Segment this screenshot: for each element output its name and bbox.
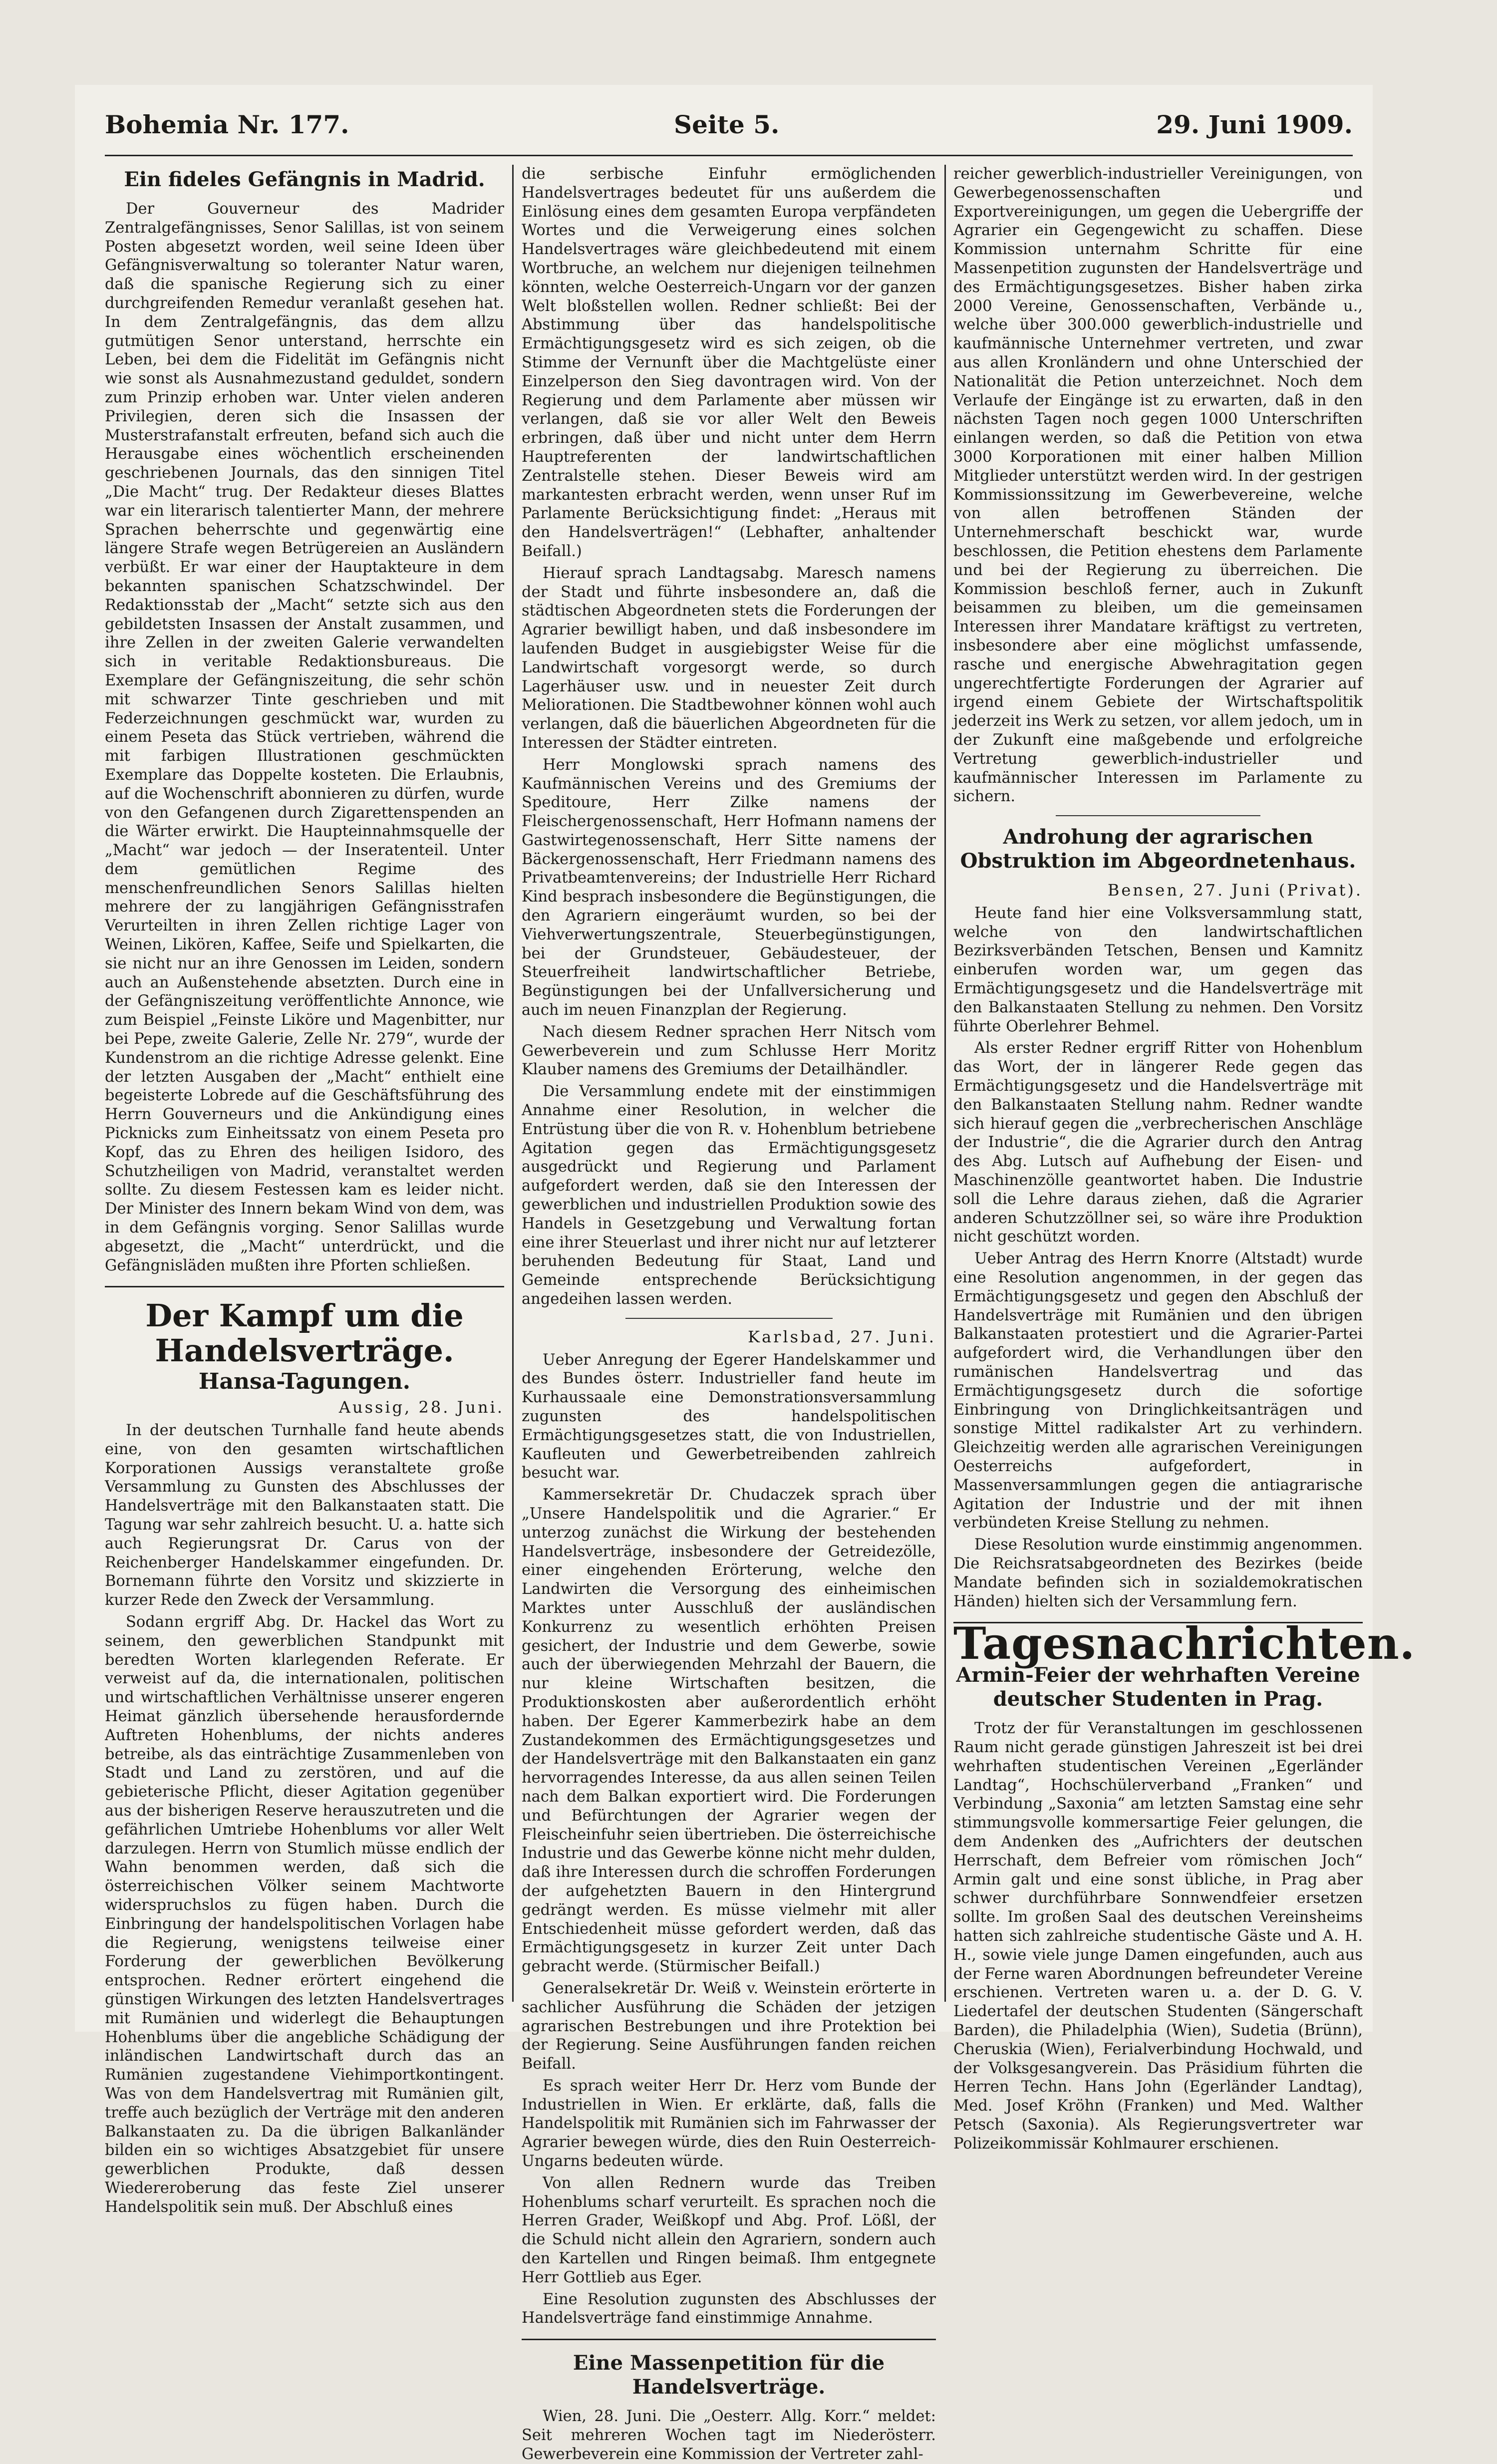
paragraph: Heute fand hier eine Volksversammlung statt, welche von den landwirtschaftlichen Bezirksverbänden Tetschen, Bensen und Kamnitz einberufen worden war, um gegen das Ermächtigungsgesetz und die Handelsverträge mit den Balkanstaaten Stellung zu nehmen. Den Vorsitz führte Oberlehrer Behmel.: [953, 904, 1363, 1035]
section-title-handelsvertraege: Der Kampf um die Handelsverträge.: [145, 1297, 464, 1369]
newspaper-page: [75, 85, 1416, 2463]
subheading-hansa: Hansa-Tagungen.: [198, 1369, 411, 1395]
paragraph: reicher gewerblich-industrieller Vereinigungen, von Gewerbegenossenschaften und Exportvereinigungen, um gegen die Uebergriffe der Agrarier ein Gegengewicht zu schaffen. Diese Kommission unternahm Schritte für eine Massenpetition zugunsten der Handelsverträge und des Ermächtigungsgesetzes. Bisher haben zirka 2000 Vereine, Genossenschaften, Verbände u., welche über 300.000 gewerblich-industrielle und kaufmännische Unternehmer vertreten, und zwar aus allen Kronländern und ohne Unterschied der Nationalität die Petion unterzeichnet. Noch dem Verlaufe der Eingänge ist zu erwarten, daß in den nächsten Tagen noch gegen 1000 Unterschriften einlangen werden, so daß die Petition von etwa 3000 Korporationen mit einer halben Million Mitglieder unterstützt werden wird. In der gestrigen Kommissionssitzung im Gewerbevereine, welche von allen betroffenen Ständen der Unternehmerschaft beschickt war, wurde beschlossen, die Petition ehestens dem Parlamente und bei der Regierung zu überreichen. Die Kommission beschloß ferner, auch in Zukunft beisammen zu bleiben, um die gemeinsamen Interessen ihrer Mandatare kräftigst zu vertreten, insbesondere aber eine möglichst umfassende, rasche und energische Abwehragitation gegen ungerechtfertigte Forderungen der Agrarier auf irgend einem Gebiete der Wirtschaftspolitik jederzeit ins Werk zu setzen, vor allem jedoch, um in der Zukunft eine maßgebende und erfolgreiche Vertretung gewerblich-industrieller und kaufmännischer Interessen im Parlamente zu sichern.: [953, 165, 1363, 806]
page-number: Seite 5.: [674, 110, 780, 139]
article-aussig-p2: Sodann ergriff Abg. Dr. Hackel das Wort zu seinem, den gewerblichen Standpunkt mit beredten Worten klarlegenden Referate. Er verweist auf da, die internationalen, politischen und wirtschaftlichen Verhältnisse unserer engeren Heimat gänzlich übersehende herausfordernde Auftreten Hohenblums, der nichts anderes betreibe, als das einträchtige Zusammenleben von Stadt und Land zu zerstören, und auf die gebieterische Pflicht, dieser Agitation gegenüber aus der bisherigen Reserve herauszutreten und die gefährlichen Umtriebe Hohenblums vor aller Welt darzulegen. Herrn von Stumlich müsse endlich der Wahn benommen werden, daß sich die österreichischen Völker seinem Machtworte widerspruchslos zu fügen haben. Durch die Einbringung der handelspolitischen Vorlagen habe die Regierung, wenigstens teilweise einer Forderung der gewerblichen Bevölkerung entsprochen. Redner erörtert eingehend die günstigen Wirkungen des letzten Handelsvertrages mit Rumänien und widerlegt die Behauptungen Hohenblums über die angebliche Schädigung der inländischen Landwirtschaft durch das an Rumänien zugestandene Viehimportkontingent. Was von dem Handelsvertrag mit Rumänien gilt, treffe auch bezüglich der Verträge mit den anderen Balkanstaaten zu. Da die übrigen Balkanländer bilden ein so wichtiges Absatzgebiet für unsere gewerblichen Produkte, daß dessen Wiedereroberung das feste Ziel unserer Handelspolitik sein muß. Der Abschluß eines: [105, 1613, 504, 2216]
paragraph: Von allen Rednern wurde das Treiben Hohenblums scharf verurteilt. Es sprachen noch die Herren Grader, Weißkopf und Abg. Prof. Lößl, der die Schuld nicht allein den Agrariern, sondern auch den Kartellen und Ringen beimaß. Ihm entgegnete Herr Gottlieb aus Eger.: [522, 2174, 936, 2286]
paragraph: Kammersekretär Dr. Chudaczek sprach über „Unsere Handelspolitik und die Agrarier.“ Er unterzog zunächst die Wirkung der bestehenden Handelsverträge, insbesondere der Getreidezölle, einer eingehenden Erörterung, welche den Landwirten die Versorgung des einheimischen Marktes unter Ausschluß der ausländischen Konkurrenz zu wesentlich erhöhten Preisen gesichert, der Industrie und dem Gewerbe, sowie auch der überwiegenden Mehrzahl der Bauern, die nur kleine Wirtschaften besitzen, die Produktionskosten aber außerordentlich erhöht haben. Der Egerer Kammerbezirk habe an dem Zustandekommen des Ermächtigungsgesetzes und der Handelsverträge mit den Balkanstaaten ein ganz hervorragendes Interesse, da aus allen seinen Teilen nach dem Balkan exportiert wird. Die Forderungen und Befürchtungen der Agrarier wegen der Fleischeinfuhr seien übertrieben. Die österreichische Industrie und das Gewerbe könne nicht mehr dulden, daß ihre Interessen durch die schroffen Forderungen der aufgehetzten Bauern in den Hintergrund gedrängt werden. Es müsse vielmehr mit aller Entschiedenheit müsse gefordert werden, daß das Ermächtigungsgesetz in kurzer Zeit unter Dach gebracht werde. (Stürmischer Beifall.): [522, 1486, 936, 1976]
paper-issue: Bohemia Nr. 177.: [105, 110, 349, 139]
paragraph: Herr Monglowski sprach namens des Kaufmännischen Vereins und des Gremiums der Speditoure, Herr Zilke namens der Fleischergenossenschaft, Herr Hofmann namens der Gastwirtegenossenschaft, Herr Sitte namens der Bäckergenossenschaft, Herr Friedmann namens des Privatbeamtenvereins; der Industrielle Herr Richard Kind besprach insbesondere die Begünstigungen, die den Agrariern eingeräumt wurden, so bei der Viehverwertungszentrale, Steuerbegünstigungen, bei der Grundsteuer, Gebäudesteuer, der Steuerfreiheit landwirtschaftlicher Betriebe, Begünstigungen bei der Unfallversicherung und auch im neuen Finanzplan der Regierung.: [522, 756, 936, 1019]
paragraph: Trotz der für Veranstaltungen im geschlossenen Raum nicht gerade günstigen Jahreszeit ist bei drei wehrhaften studentischen Vereinen „Egerländer Landtag“, Hochschülerverband „Franken“ und Verbindung „Saxonia“ am letzten Samstag eine sehr stimmungsvolle kommersartige Feier gelungen, die dem Andenken des „Aufrichters der deutschen Herrschaft, dem Befreier vom römischen Joch“ Armin galt und eine sonst übliche, in Prag aber schwer durchführbare Sonnwendfeier ersetzen sollte. Im großen Saal des deutschen Vereinsheims hatten sich zahlreiche studentische Gäste und A. H. H., sowie viele junge Damen eingefunden, auch aus der Ferne waren Abordnungen befreundeter Vereine erschienen. Vertreten waren u. a. der D. G. V. Liedertafel der deutschen Studenten (Sängerschaft Barden), die Philadelphia (Wien), Sudetia (Brünn), Cheruskia (Wien), Ferialverbindung Hochwald, und der Volksgesangverein. Das Präsidium führten die Herren Techn. Hans John (Egerländer Landtag), Med. Josef Kröhn (Franken) und Med. Walther Petsch (Saxonia). Als Regierungsvertreter war Polizeikommissär Kohlmaurer erschienen.: [953, 1720, 1363, 2153]
column-rule: [944, 165, 946, 2002]
headline-obstruktion: Androhung der agrarischen Obstruktion im Abgeordnetenhaus.: [960, 825, 1356, 873]
paragraph: Es sprach weiter Herr Dr. Herz vom Bunde der Industriellen in Wien. Er erklärte, daß, falls die Handelspolitik mit Rumänien sich im Fahrwasser der Agrarier bewegen würde, dies den Ruin Oesterreich-Ungarns bedeuten würde.: [522, 2077, 936, 2170]
issue-date: 29. Juni 1909.: [1156, 110, 1353, 139]
dateline-bensen: Bensen, 27. Juni (Privat).: [1107, 881, 1363, 900]
dateline-aussig: Aussig, 28. Juni.: [338, 1398, 504, 1417]
paragraph: Generalsekretär Dr. Weiß v. Weinstein erörterte in sachlicher Ausführung die Schäden der jetzigen agrarischen Bestrebungen und ihre Protektion bei der Regierung. Seine Ausführungen fanden reichen Beifall.: [522, 1979, 936, 2073]
column-3: [953, 165, 1416, 2153]
paragraph: Nach diesem Redner sprachen Herr Nitsch vom Gewerbeverein und zum Schlusse Herr Moritz Klauber namens des Gremiums der Detailhändler.: [522, 1023, 936, 1079]
paragraph: Als erster Redner ergriff Ritter von Hohenblum das Wort, der in längerer Rede gegen das Ermächtigungsgesetz und die Handelsverträge mit den Balkanstaaten Stellung nahm. Redner wandte sich hierauf gegen die „verbrecherischen Anschläge der Industrie“, die die Agrarier durch den Antrag des Abg. Lutsch auf Aufhebung der Eisen- und Maschinenzölle geantwortet haben. Die Industrie soll die Lehre daraus ziehen, daß die Agrarier anderen Schutzzöllner sei, so wäre ihre Produktion nicht geschützt worden.: [953, 1039, 1363, 1246]
paragraph: Ueber Antrag des Herrn Knorre (Altstadt) wurde eine Resolution angenommen, in der gegen das Ermächtigungsgesetz und gegen den Abschluß der Handelsverträge mit Rumänien und den übrigen Balkanstaaten protestiert und die Agrarier-Partei aufgefordert wird, die Verhandlungen über den rumänischen Handelsvertrag und das Ermächtigungsgesetz durch die sofortige Einbringung von Dringlichkeitsanträgen und sonstige Mittel radikalster Art zu verhindern. Gleichzeitig werden alle agrarischen Vereinigungen Oesterreichs aufgefordert, in Massenversammlungen gegen die antiagrarische Agitation der Industrie und der mit ihnen verbündeten Kreise Stellung zu nehmen.: [953, 1250, 1363, 1532]
paragraph: Wien, 28. Juni. Die „Oesterr. Allg. Korr.“ meldet: Seit mehreren Wochen tagt im Niederösterr. Gewerbeverein eine Kommission der Vertreter zahl-: [522, 2408, 936, 2463]
divider: [1056, 815, 1260, 816]
section-title-tagesnachrichten: Tagesnachrichten.: [953, 1617, 1416, 1670]
headline-armin-feier: Armin-Feier der wehrhaften Vereine deutscher Studenten in Prag.: [956, 1663, 1360, 1711]
paragraph: Eine Resolution zugunsten des Abschlusses der Handelsverträge fand einstimmige Annahme.: [522, 2290, 936, 2327]
masthead: [105, 100, 1353, 156]
headline-massenpetition: Eine Massenpetition für die Handelsverträge.: [573, 2351, 885, 2399]
column-rule: [512, 165, 514, 2002]
divider: [105, 1286, 504, 1287]
divider: [625, 1318, 833, 1319]
column-1: [105, 165, 504, 2216]
divider: [522, 2339, 936, 2340]
article-madrid-text: Der Gouverneur des Madrider Zentralgefängnisses, Senor Salillas, ist von seinem Posten abgesetzt worden, weil seine Ideen über Gefängnisverwaltung so toleranter Natur waren, daß die spanische Regierung sich zu einer durchgreifenden Remedur veranlaßt gesehen hat. In dem Zentralgefängnis, das dem allzu gutmütigen Senor unterstand, herrschte ein Leben, bei dem die Fidelität im Gefängnis nicht wie sonst als Ausnahmezustand geduldet, sondern zum Prinzip erhoben war. Unter vielen anderen Privilegien, deren sich die Insassen der Musterstrafanstalt erfreuten, befand sich auch die Herausgabe eines wöchentlich erscheinenden geschriebenen Journals, das den sinnigen Titel „Die Macht“ trug. Der Redakteur dieses Blattes war ein literarisch talentierter Mann, der mehrere Sprachen beherrschte und gegenwärtig eine längere Strafe wegen Betrügereien an Ausländern verbüßt. Er war einer der Hauptakteure in dem bekannten spanischen Schatzschwindel. Der Redaktionsstab der „Macht“ setzte sich aus den gebildetsten Insassen der Anstalt zusammen, und ihre Zellen in der zweiten Galerie verwandelten sich in veritable Redaktionsbureaus. Die Exemplare der Gefängniszeitung, die sehr schön mit schwarzer Tinte geschrieben und mit Federzeichnungen geschmückt war, wurden zu einem Peseta das Stück vertrieben, während die mit farbigen Illustrationen geschmückten Exemplare das Doppelte kosteten. Die Erlaubnis, auf die Wochenschrift abonnieren zu dürfen, wurde von den Gefangenen durch Zigarettenspenden an die Wärter erwirkt. Die Haupteinnahmsquelle der „Macht“ war jedoch — der Inseratenteil. Unter dem gemütlichen Regime des menschenfreundlichen Senors Salillas hielten mehrere der zu langjährigen Gefängnisstrafen Verurteilten in ihren Zellen richtige Lager von Weinen, Likören, Kaffee, Seife und Spielkarten, die sie nicht nur an ihre Genossen im Leiden, sondern auch an Außenstehende absetzten. Durch eine in der Gefängniszeitung veröffentlichte Annonce, wie zum Beispiel „Feinste Liköre und Magenbitter, nur bei Pepe, zweite Galerie, Zelle Nr. 279“, wurde der Kundenstrom an die richtige Adresse gelenkt. Eine der letzten Ausgaben der „Macht“ enthielt eine begeisterte Lobrede auf die Geschäftsführung des Herrn Gouverneurs und die Ankündigung eines Picknicks zum Einheitssatz von einem Peseta pro Kopf, das zu Ehren des heiligen Isidoro, des Schutzheiligen von Madrid, veranstaltet werden sollte. Zu diesem Festessen kam es leider nicht. Der Minister des Innern bekam Wind von dem, was in dem Gefängnis vorging. Senor Salillas wurde abgesetzt, die „Macht“ unterdrückt, und die Gefängnisläden mußten ihre Pforten schließen.: [105, 200, 504, 1274]
headline-madrid: Ein fideles Gefängnis in Madrid.: [124, 168, 485, 191]
dateline-karlsbad: Karlsbad, 27. Juni.: [748, 1327, 936, 1346]
paragraph: Hierauf sprach Landtagsabg. Maresch namens der Stadt und führte insbesondere an, daß die städtischen Abgeordneten stets die Forderungen der Agrarier bewilligt haben, und daß insbesondere im laufenden Budget in ausgiebigster Weise für die Landwirtschaft vorgesorgt werde, so durch Lagerhäuser usw. und in neuester Zeit durch Meliorationen. Die Stadtbewohner können wohl auch verlangen, daß die bäuerlichen Abgeordneten für die Interessen der Städter eintreten.: [522, 564, 936, 752]
paragraph: Die Versammlung endete mit der einstimmigen Annahme einer Resolution, in welcher die Entrüstung über die von R. v. Hohenblum betriebene Agitation gegen das Ermächtigungsgesetz ausgedrückt und Regierung und Parlament aufgefordert werden, daß sie den Interessen der gewerblichen und industriellen Produktion sowie des Handels in Gesetzgebung und Verwaltung fortan eine ihrer Steuerlast und ihrer nicht nur auf letzterer beruhenden Bedeutung für Staat, Land und Gemeinde entsprechende Berücksichtigung angedeihen lassen werden.: [522, 1083, 936, 1308]
article-aussig-p1: In der deutschen Turnhalle fand heute abends eine, von den gesamten wirtschaftlichen Korporationen Aussigs veranstaltete große Versammlung zu Gunsten des Abschlusses der Handelsverträge mit den Balkanstaaten statt. Die Tagung war sehr zahlreich besucht. U. a. hatte sich auch Regierungsrat Dr. Carus von der Reichenberger Handelskammer eingefunden. Dr. Bornemann führte den Vorsitz und skizzierte in kurzer Rede den Zweck der Versammlung.: [105, 1422, 504, 1609]
paragraph: die serbische Einfuhr ermöglichenden Handelsvertrages bedeutet für uns außerdem die Einlösung eines dem gesamten Europa verpfändeten Wortes und die Verweigerung eines solchen Handelsvertrages wäre gleichbedeutend mit einem Wortbruche, an welchem nur diejenigen teilnehmen könnten, welche Oesterreich-Ungarn vor der ganzen Welt bloßstellen wollen. Redner schließt: Bei der Abstimmung über das handelspolitische Ermächtigungsgesetz wird es sich zeigen, ob die Stimme der Vernunft über die Machtgelüste einer Einzelperson den Sieg davontragen wird. Von der Regierung und dem Parlamente aber müssen wir verlangen, daß sie vor aller Welt den Beweis erbringen, daß über und nicht unter dem Herrn Hauptreferenten der landwirtschaftlichen Zentralstelle stehen. Dieser Beweis wird am markantesten erbracht werden, wenn unser Ruf im Parlamente Berücksichtigung findet: „Heraus mit den Handelsverträgen!“ (Lebhafter, anhaltender Beifall.): [522, 165, 936, 560]
column-2: [522, 165, 936, 2463]
paragraph: Diese Resolution wurde einstimmig angenommen. Die Reichsratsabgeordneten des Bezirkes (beide Mandate befinden sich in sozialdemokratischen Händen) hielten sich der Versammlung fern.: [953, 1536, 1363, 1610]
paragraph: Ueber Anregung der Egerer Handelskammer und des Bundes österr. Industrieller fand heute im Kurhaussaale eine Demonstrationsversammlung zugunsten des handelspolitischen Ermächtigungsgesetzes statt, die von Industriellen, Kaufleuten und Gewerbetreibenden zahlreich besucht war.: [522, 1351, 936, 1482]
